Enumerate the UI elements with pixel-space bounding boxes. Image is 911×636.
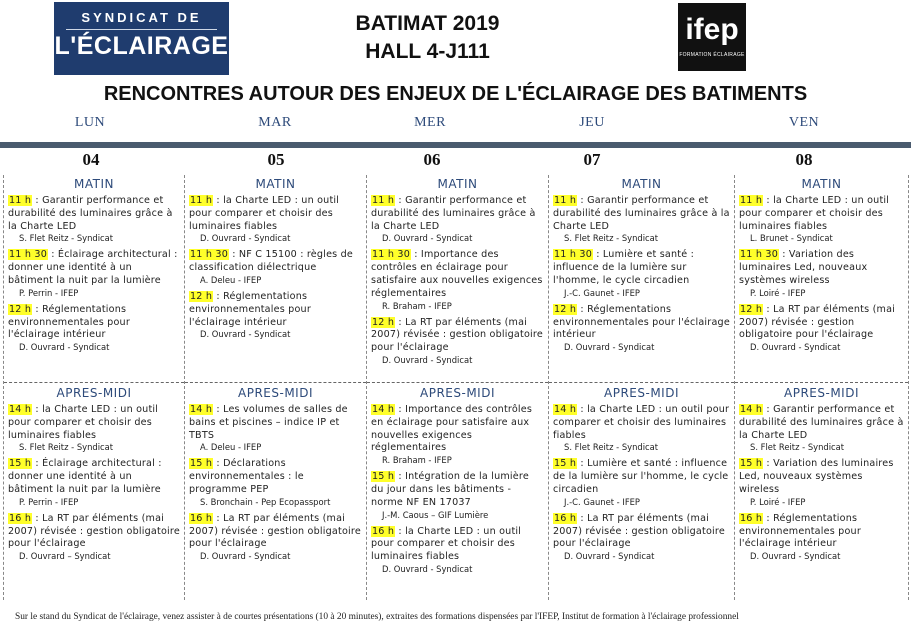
talk-speaker: R. Braham - IFEP bbox=[382, 300, 452, 311]
talk-speaker: D. Ouvrard - Syndicat bbox=[200, 233, 291, 244]
divider-bar bbox=[0, 142, 911, 148]
talk-description bbox=[739, 249, 904, 287]
day-column bbox=[549, 175, 735, 600]
talk-speaker: S. Flet Reitz - Syndicat bbox=[19, 233, 114, 244]
talk-title: : Importance des contrôles en éclairage pour satisfaire aux nouvelles exigences réglementaires bbox=[371, 249, 543, 299]
talk-description bbox=[8, 513, 180, 551]
footer-note: Sur le stand du Syndicat de l'éclairage, venez assister à de courtes présentations (10 à 20 minutes), extraites des formations dispensées par l'IFEP, Institut de formation à l'éclairage professionnel bbox=[15, 612, 739, 622]
day-number: 05 bbox=[267, 150, 285, 169]
talk-title: : La RT par éléments (mai 2007) révisée : gestion obligatoire pour l'éclairage bbox=[8, 512, 180, 550]
talk-description bbox=[553, 249, 730, 287]
talk-time: 15 h bbox=[372, 471, 395, 483]
talk-description bbox=[739, 195, 904, 233]
talk-speaker: S. Flet Reitz - Syndicat bbox=[564, 442, 659, 453]
talk-title: : la Charte LED : un outil pour comparer et choisir des luminaires fiables bbox=[371, 525, 522, 563]
talk-time: 15 h bbox=[9, 458, 32, 470]
talk-time: 11 h bbox=[9, 195, 32, 206]
morning-section bbox=[4, 175, 184, 358]
talk-description bbox=[553, 458, 730, 496]
talk-description bbox=[739, 458, 904, 496]
talk-item bbox=[8, 404, 180, 453]
am-pm-divider bbox=[185, 382, 366, 383]
day-column bbox=[185, 175, 367, 600]
ifep-logo bbox=[678, 3, 746, 71]
talk-item bbox=[189, 249, 362, 286]
talk-time: 11 h bbox=[554, 195, 577, 206]
talk-description bbox=[739, 513, 904, 551]
day-number: 08 bbox=[795, 150, 813, 169]
talk-description bbox=[553, 513, 730, 551]
logo-left-line2: L'ÉCLAIRAGE bbox=[54, 32, 229, 60]
talk-description bbox=[189, 195, 362, 233]
talk-speaker: D. Ouvrard - Syndicat bbox=[200, 329, 291, 340]
talk-title: : Variation des luminaires Led, nouveaux systèmes wireless bbox=[739, 249, 868, 286]
talk-title: : Garantir performance et durabilité des luminaires grâce à la Charte LED bbox=[371, 195, 536, 232]
talk-title: : La RT par éléments (mai 2007) révisée : gestion obligatoire pour l'éclairage bbox=[189, 512, 361, 550]
talk-time: 11 h bbox=[190, 195, 213, 206]
talk-title: : NF C 15100 : règles de classification diélectrique bbox=[189, 249, 354, 274]
day-number: 07 bbox=[583, 150, 601, 169]
talk-item bbox=[739, 513, 904, 562]
talk-title: : La RT par éléments (mai 2007) révisée : gestion obligatoire pour l'éclairage bbox=[371, 316, 543, 354]
talk-time: 11 h 30 bbox=[190, 249, 228, 261]
talk-title: : Lumière et santé : influence de la lumière sur l'homme, le cycle circadien bbox=[553, 249, 695, 286]
talk-time: 11 h 30 bbox=[9, 249, 47, 261]
talk-speaker: S. Flet Reitz - Syndicat bbox=[19, 442, 114, 453]
talk-description bbox=[371, 317, 544, 355]
am-pm-divider bbox=[367, 382, 548, 383]
talk-speaker: D. Ouvrard - Syndicat bbox=[382, 354, 473, 365]
talk-item bbox=[553, 195, 730, 244]
afternoon-section bbox=[735, 384, 908, 567]
talk-time: 15 h bbox=[740, 458, 763, 470]
talk-speaker: D. Ouvrard - Syndicat bbox=[564, 551, 655, 562]
day-names-row bbox=[0, 115, 911, 133]
talk-speaker: D. Ouvrard - Syndicat bbox=[564, 342, 655, 353]
talk-item bbox=[739, 304, 904, 353]
talk-description bbox=[189, 513, 362, 551]
day-number: 04 bbox=[82, 150, 100, 169]
talk-title: : Réglementations environnementales pour l'éclairage intérieur bbox=[189, 290, 311, 328]
section-title: APRES-MIDI bbox=[784, 386, 859, 400]
talk-item bbox=[739, 195, 904, 244]
talk-item bbox=[371, 249, 544, 311]
talk-time: 16 h bbox=[372, 525, 395, 537]
talk-time: 14 h bbox=[190, 404, 213, 415]
talk-time: 14 h bbox=[554, 404, 577, 415]
talk-speaker: D. Ouvrard - Syndicat bbox=[750, 342, 841, 353]
talk-time: 12 h bbox=[372, 316, 395, 328]
talk-item bbox=[371, 526, 544, 575]
talk-item bbox=[8, 304, 180, 353]
day-column bbox=[3, 175, 185, 600]
event-name: BATIMAT 2019 bbox=[355, 12, 500, 35]
talk-time: 16 h bbox=[190, 512, 213, 524]
talk-speaker: J.-C. Gaunet - IFEP bbox=[564, 496, 640, 507]
talk-item bbox=[371, 404, 544, 466]
talk-time: 11 h 30 bbox=[740, 249, 778, 261]
afternoon-section bbox=[185, 384, 366, 567]
talk-title: : Déclarations environnementales : le programme PEP bbox=[189, 458, 304, 495]
talk-title: : Réglementations environnementales pour l'éclairage intérieur bbox=[8, 303, 130, 341]
talk-time: 11 h 30 bbox=[554, 249, 592, 261]
talk-time: 11 h bbox=[372, 195, 395, 206]
talk-description bbox=[189, 249, 362, 275]
talk-time: 14 h bbox=[9, 404, 32, 415]
talk-title: : Les volumes de salles de bains et piscines – indice IP et TBTS bbox=[189, 404, 348, 441]
talk-time: 14 h bbox=[740, 404, 763, 415]
talk-item bbox=[371, 317, 544, 366]
talk-description bbox=[371, 404, 544, 455]
talk-item bbox=[371, 195, 544, 244]
talk-description bbox=[8, 304, 180, 342]
talk-time: 15 h bbox=[554, 458, 577, 470]
logo-left-line1: SYNDICAT DE bbox=[81, 10, 202, 25]
talk-description bbox=[739, 304, 904, 342]
afternoon-section bbox=[367, 384, 548, 580]
talk-item bbox=[553, 404, 730, 453]
talk-item bbox=[189, 458, 362, 507]
talk-item bbox=[739, 404, 904, 453]
talk-item bbox=[8, 195, 180, 244]
talk-title: : Lumière et santé : influence de la lumière sur l'homme, le cycle circadien bbox=[553, 458, 729, 495]
talk-description bbox=[8, 458, 180, 496]
afternoon-section bbox=[549, 384, 734, 567]
morning-section bbox=[735, 175, 908, 358]
day-column bbox=[735, 175, 909, 600]
talk-title: : Intégration de la lumière du jour dans les bâtiments - norme NF EN 17037 bbox=[371, 471, 529, 508]
day-number: 06 bbox=[423, 150, 441, 169]
section-title: APRES-MIDI bbox=[604, 386, 679, 400]
talk-time: 15 h bbox=[190, 458, 213, 470]
talk-speaker: J.-M. Caous – GIF Lumière bbox=[382, 509, 489, 520]
morning-section bbox=[367, 175, 548, 371]
talk-title: : la Charte LED : un outil pour comparer et choisir des luminaires fiables bbox=[739, 195, 890, 232]
logo-underline bbox=[66, 29, 217, 30]
talk-item bbox=[189, 291, 362, 340]
talk-time: 16 h bbox=[9, 512, 32, 524]
section-title: MATIN bbox=[621, 177, 662, 191]
talk-description bbox=[553, 195, 730, 233]
talk-title: : Réglementations environnementales pour l'éclairage intérieur bbox=[739, 512, 861, 550]
talk-title: : Importance des contrôles en éclairage pour satisfaire aux nouvelles exigences réglementaires bbox=[371, 404, 533, 454]
talk-title: : La RT par éléments (mai 2007) révisée : gestion obligatoire pour l'éclairage bbox=[739, 303, 896, 341]
talk-item bbox=[739, 458, 904, 507]
talk-title: : Variation des luminaires Led, nouveaux systèmes wireless bbox=[739, 458, 894, 495]
talk-title: : la Charte LED : un outil pour comparer et choisir des luminaires fiables bbox=[189, 195, 340, 232]
talk-time: 12 h bbox=[554, 303, 577, 315]
talk-item bbox=[553, 513, 730, 562]
talk-description bbox=[371, 526, 544, 564]
talk-item bbox=[189, 404, 362, 453]
day-column bbox=[367, 175, 549, 600]
section-title: MATIN bbox=[74, 177, 114, 191]
section-title: MATIN bbox=[801, 177, 842, 191]
talk-time: 12 h bbox=[9, 303, 32, 315]
talk-description bbox=[371, 195, 544, 233]
day-name: VEN bbox=[788, 115, 820, 130]
day-name: LUN bbox=[74, 115, 106, 130]
talk-item bbox=[189, 195, 362, 244]
talk-description bbox=[189, 404, 362, 442]
talk-speaker: R. Braham - IFEP bbox=[382, 455, 452, 466]
section-title: APRES-MIDI bbox=[238, 386, 313, 400]
day-name: MER bbox=[414, 115, 446, 130]
talk-speaker: D. Ouvrard – Syndicat bbox=[19, 551, 111, 562]
talk-time: 12 h bbox=[190, 290, 213, 302]
talk-speaker: L. Brunet - Syndicat bbox=[750, 233, 833, 244]
talk-title: : Éclairage architectural : donner une identité à un bâtiment la nuit par la lumière bbox=[8, 249, 178, 286]
talk-time: 11 h bbox=[740, 195, 763, 206]
talk-speaker: P. Perrin - IFEP bbox=[19, 287, 79, 298]
morning-section bbox=[549, 175, 734, 358]
talk-item bbox=[8, 249, 180, 298]
ifep-logo-subtitle: FORMATION ÉCLAIRAGE bbox=[679, 52, 745, 58]
talk-speaker: A. Deleu - IFEP bbox=[200, 442, 262, 453]
talk-title: : Éclairage architectural : donner une identité à un bâtiment la nuit par la lumière bbox=[8, 458, 162, 495]
talk-title: : la Charte LED : un outil pour comparer et choisir des luminaires fiables bbox=[553, 404, 730, 441]
day-name: JEU bbox=[579, 115, 605, 130]
talk-speaker: A. Deleu - IFEP bbox=[200, 274, 262, 285]
talk-description bbox=[739, 404, 904, 442]
talk-speaker: D. Ouvrard - Syndicat bbox=[200, 551, 291, 562]
talk-title: : Garantir performance et durabilité des luminaires grâce à la Charte LED bbox=[553, 195, 730, 232]
talk-speaker: P. Perrin - IFEP bbox=[19, 496, 79, 507]
talk-title: : Garantir performance et durabilité des luminaires grâce à la Charte LED bbox=[8, 195, 173, 232]
talk-speaker: J.-C. Gaunet - IFEP bbox=[564, 287, 640, 298]
talk-description bbox=[553, 404, 730, 442]
am-pm-divider bbox=[4, 382, 184, 383]
talk-time: 14 h bbox=[372, 404, 395, 415]
section-title: APRES-MIDI bbox=[56, 386, 132, 400]
section-title: MATIN bbox=[255, 177, 296, 191]
event-hall: HALL 4-J111 bbox=[365, 40, 490, 63]
talk-item bbox=[553, 304, 730, 353]
talk-speaker: D. Ouvrard - Syndicat bbox=[382, 233, 473, 244]
talk-item bbox=[189, 513, 362, 562]
syndicat-eclairage-logo bbox=[54, 2, 229, 75]
talk-description bbox=[8, 195, 180, 233]
talk-title: : la Charte LED : un outil pour comparer et choisir des luminaires fiables bbox=[8, 404, 159, 441]
talk-speaker: D. Ouvrard - Syndicat bbox=[750, 551, 841, 562]
talk-time: 16 h bbox=[554, 512, 577, 524]
talk-item bbox=[553, 249, 730, 298]
talk-time: 16 h bbox=[740, 512, 763, 524]
talk-title: : La RT par éléments (mai 2007) révisée : gestion obligatoire pour l'éclairage bbox=[553, 512, 725, 550]
talk-item bbox=[553, 458, 730, 507]
talk-title: : Réglementations environnementales pour l'éclairage intérieur bbox=[553, 303, 730, 341]
am-pm-divider bbox=[735, 382, 908, 383]
afternoon-section bbox=[4, 384, 184, 567]
ifep-logo-text: ifep bbox=[685, 13, 739, 46]
section-title: MATIN bbox=[437, 177, 478, 191]
talk-speaker: P. Loiré - IFEP bbox=[750, 287, 806, 298]
talk-time: 11 h 30 bbox=[372, 249, 410, 261]
talk-item bbox=[8, 458, 180, 507]
talk-item bbox=[739, 249, 904, 298]
talk-speaker: D. Ouvrard - Syndicat bbox=[19, 342, 110, 353]
morning-section bbox=[185, 175, 366, 345]
talk-speaker: S. Bronchain - Pep Ecopassport bbox=[200, 496, 331, 507]
talk-description bbox=[8, 249, 180, 287]
day-name: MAR bbox=[258, 115, 292, 130]
event-info bbox=[340, 10, 515, 66]
talk-item bbox=[371, 471, 544, 520]
talk-description bbox=[189, 291, 362, 329]
talk-description bbox=[189, 458, 362, 496]
talk-speaker: D. Ouvrard - Syndicat bbox=[382, 563, 473, 574]
talk-time: 12 h bbox=[740, 303, 763, 315]
talk-speaker: S. Flet Reitz - Syndicat bbox=[750, 442, 845, 453]
talk-speaker: P. Loiré - IFEP bbox=[750, 496, 806, 507]
talk-title: : Garantir performance et durabilité des luminaires grâce à la Charte LED bbox=[739, 404, 904, 441]
talk-description bbox=[553, 304, 730, 342]
schedule-grid bbox=[3, 175, 909, 600]
talk-description bbox=[371, 249, 544, 300]
talk-speaker: S. Flet Reitz - Syndicat bbox=[564, 233, 659, 244]
section-title: APRES-MIDI bbox=[420, 386, 495, 400]
page-title: RENCONTRES AUTOUR DES ENJEUX DE L'ÉCLAIRAGE DES BATIMENTS bbox=[103, 83, 808, 105]
talk-item bbox=[8, 513, 180, 562]
talk-description bbox=[371, 471, 544, 509]
am-pm-divider bbox=[549, 382, 734, 383]
talk-description bbox=[8, 404, 180, 442]
